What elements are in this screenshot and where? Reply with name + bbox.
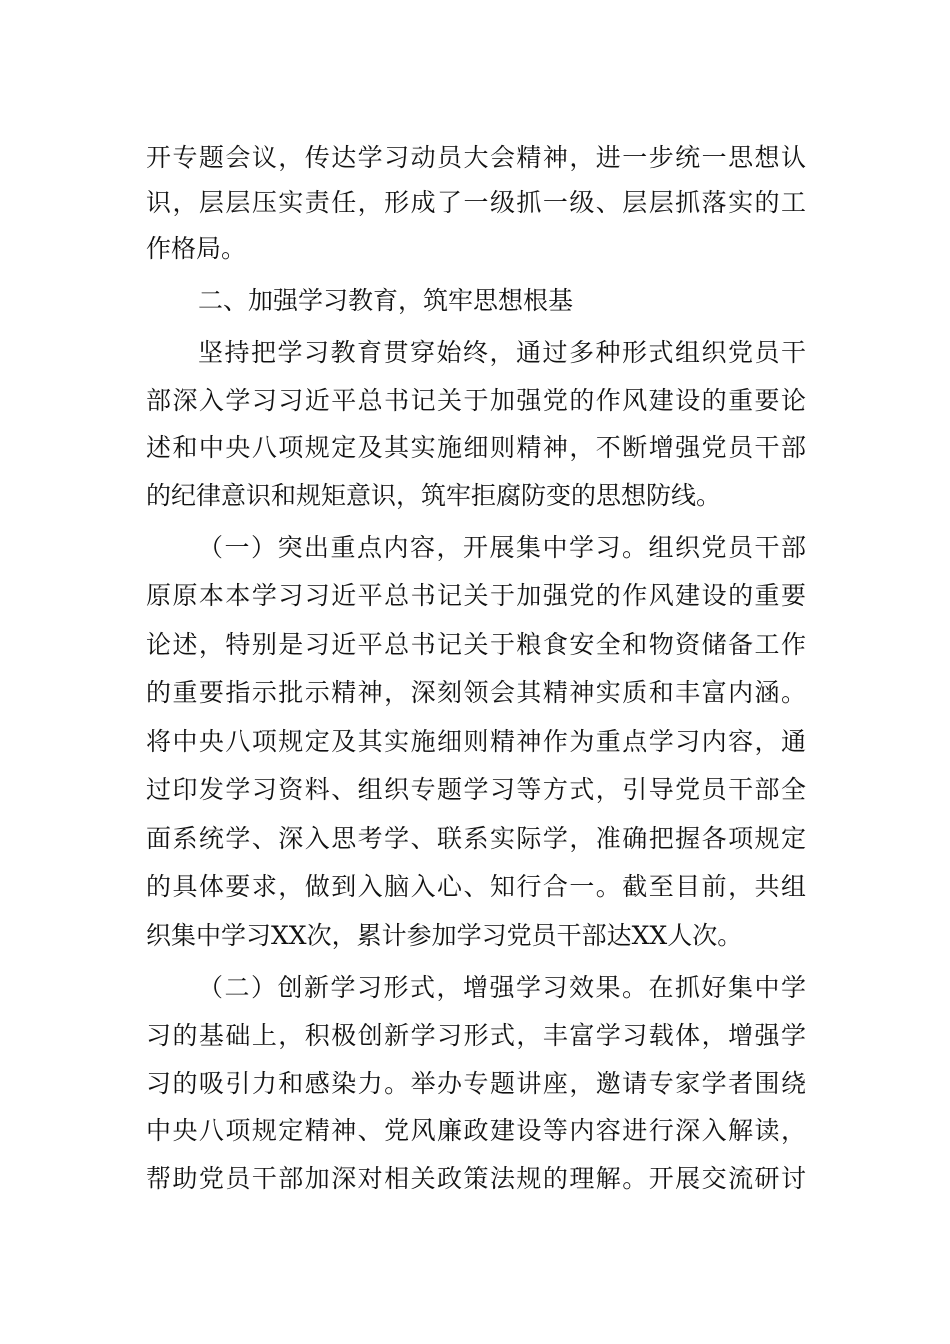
paragraph-line: 部深入学习习近平总书记关于加强党的作风建设的重要论 (146, 386, 806, 415)
paragraph-line: 面系统学、深入思考学、联系实际学，准确把握各项规定 (146, 824, 806, 853)
paragraph-line: 的重要指示批示精神，深刻领会其精神实质和丰富内涵。 (146, 678, 806, 707)
paragraph-line: （一）突出重点内容，开展集中学习。组织党员干部 (198, 533, 806, 562)
paragraph-line: 将中央八项规定及其实施细则精神作为重点学习内容，通 (146, 727, 806, 756)
paragraph-line: （二）创新学习形式，增强学习效果。在抓好集中学 (198, 973, 806, 1002)
paragraph-line: 的具体要求，做到入脑入心、知行合一。截至目前，共组 (146, 872, 806, 901)
paragraph-line: 习的基础上，积极创新学习形式，丰富学习载体，增强学 (146, 1021, 806, 1050)
paragraph-line: 述和中央八项规定及其实施细则精神，不断增强党员干部 (146, 433, 806, 462)
paragraph-line: 坚持把学习教育贯穿始终，通过多种形式组织党员干 (198, 338, 806, 367)
paragraph-line: 识，层层压实责任，形成了一级抓一级、层层抓落实的工 (146, 188, 806, 217)
paragraph-line: 论述，特别是习近平总书记关于粮食安全和物资储备工作 (146, 630, 806, 659)
paragraph-line: 中央八项规定精神、党风廉政建设等内容进行深入解读， (146, 1116, 806, 1145)
paragraph-line: 织集中学习XX次，累计参加学习党员干部达XX人次。 (146, 921, 743, 950)
paragraph-line: 开专题会议，传达学习动员大会精神，进一步统一思想认 (146, 143, 806, 172)
section-heading: 二、加强学习教育，筑牢思想根基 (198, 286, 574, 315)
paragraph-line: 作格局。 (146, 234, 247, 263)
paragraph-line: 的纪律意识和规矩意识，筑牢拒腐防变的思想防线。 (146, 481, 722, 510)
paragraph-line: 习的吸引力和感染力。举办专题讲座，邀请专家学者围绕 (146, 1069, 806, 1098)
paragraph-line: 过印发学习资料、组织专题学习等方式，引导党员干部全 (146, 775, 806, 804)
paragraph-line: 原原本本学习习近平总书记关于加强党的作风建设的重要 (146, 581, 806, 610)
paragraph-line: 帮助党员干部加深对相关政策法规的理解。开展交流研讨 (146, 1164, 806, 1193)
